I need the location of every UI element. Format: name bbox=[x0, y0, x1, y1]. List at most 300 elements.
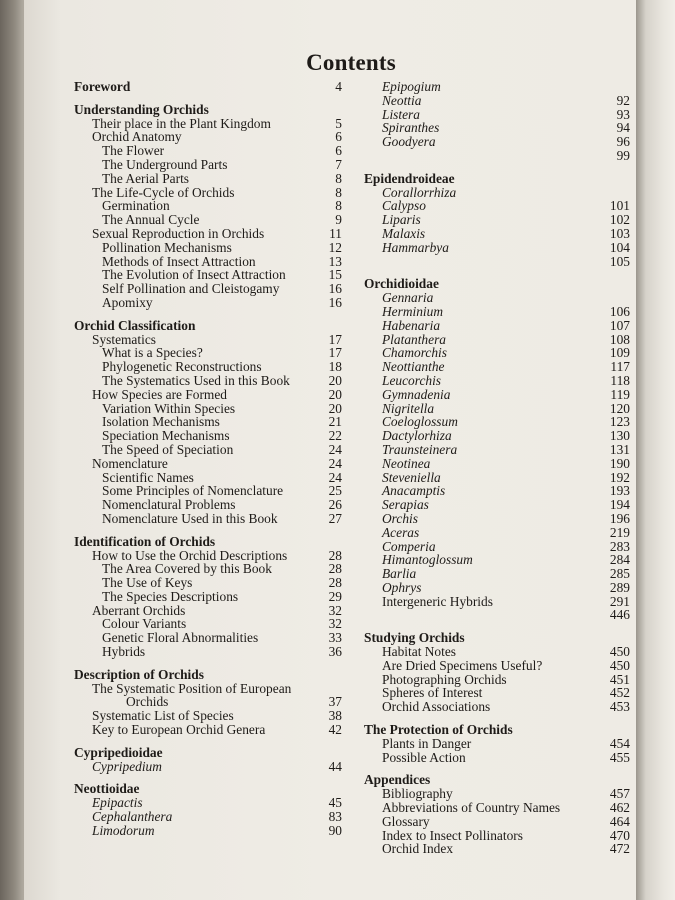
toc-page-number: 102 bbox=[609, 212, 630, 228]
toc-entry bbox=[74, 282, 342, 296]
toc-entry-text: Platanthera bbox=[382, 331, 446, 347]
toc-section bbox=[364, 773, 630, 856]
toc-page-number: 24 bbox=[328, 455, 342, 471]
toc-entry bbox=[74, 576, 342, 590]
toc-entry bbox=[364, 213, 630, 227]
toc-entry-text: Orchis bbox=[382, 510, 418, 526]
toc-entry bbox=[74, 172, 342, 186]
toc-heading-text: Identification of Orchids bbox=[74, 533, 216, 549]
toc-page-number: 21 bbox=[328, 414, 342, 430]
toc-entry-text: Gennaria bbox=[382, 290, 434, 306]
toc-page-number: 196 bbox=[609, 510, 630, 526]
toc-entry-text: Serapias bbox=[382, 497, 429, 513]
toc-entry-text: Herminium bbox=[382, 303, 443, 319]
toc-page-number: 4 bbox=[335, 79, 342, 94]
toc-entry bbox=[364, 94, 630, 108]
toc-entry-text: Epipactis bbox=[92, 795, 143, 811]
toc-entry-text: Habenaria bbox=[382, 317, 441, 333]
toc-entry bbox=[74, 333, 342, 347]
toc-entry bbox=[364, 121, 630, 135]
toc-entry bbox=[74, 709, 342, 723]
toc-entry bbox=[74, 810, 342, 824]
toc-entry-text: Index to Insect Pollinators bbox=[382, 827, 523, 843]
toc-entry-text: The Systematics Used in this Book bbox=[102, 372, 290, 388]
toc-page-number: 462 bbox=[609, 800, 630, 816]
toc-entry bbox=[74, 682, 342, 696]
toc-heading-text: The Protection of Orchids bbox=[364, 722, 513, 738]
toc-entry bbox=[74, 186, 342, 200]
toc-entry bbox=[364, 402, 630, 416]
toc-page-number: 8 bbox=[335, 184, 342, 200]
toc-entry-text: Spiranthes bbox=[382, 120, 440, 136]
toc-entry-text: Orchid Anatomy bbox=[92, 129, 182, 145]
toc-page-number: 192 bbox=[609, 469, 630, 485]
toc-page-number: 33 bbox=[328, 630, 342, 646]
toc-entry bbox=[364, 227, 630, 241]
toc-entry-text: Self Pollination and Cleistogamy bbox=[102, 281, 280, 297]
toc-entry-text: Habitat Notes bbox=[382, 644, 457, 660]
toc-entry-text: Variation Within Species bbox=[102, 400, 236, 416]
toc-page-number: 9 bbox=[335, 212, 342, 228]
toc-entry-text: Some Principles of Nomenclature bbox=[102, 483, 284, 499]
toc-entry bbox=[74, 402, 342, 416]
toc-entry bbox=[364, 241, 630, 255]
toc-heading-text: Studying Orchids bbox=[364, 630, 465, 646]
toc-entry bbox=[74, 471, 342, 485]
toc-entry-text: Plants in Danger bbox=[382, 735, 472, 751]
page-title: Contents bbox=[306, 50, 396, 75]
toc-entry bbox=[364, 457, 630, 471]
toc-entry bbox=[74, 255, 342, 269]
toc-entry-text: Barlia bbox=[382, 566, 417, 582]
toc-section-heading bbox=[74, 319, 342, 333]
toc-entry bbox=[364, 443, 630, 457]
toc-page-number: 190 bbox=[609, 455, 630, 471]
toc-page-number: 8 bbox=[335, 198, 342, 214]
toc-entry-text: Epipogium bbox=[382, 79, 441, 94]
toc-entry bbox=[364, 291, 630, 305]
toc-entry-text: The Aerial Parts bbox=[102, 170, 190, 186]
toc-entry bbox=[364, 645, 630, 659]
contents-right-column bbox=[364, 80, 630, 856]
toc-entry-text: Their place in the Plant Kingdom bbox=[92, 115, 271, 131]
toc-entry-text: Systematics bbox=[92, 331, 156, 347]
toc-entry-text: Genetic Floral Abnormalities bbox=[102, 630, 259, 646]
toc-page-number: 38 bbox=[328, 708, 342, 724]
toc-entry bbox=[364, 255, 630, 269]
toc-page-number: 105 bbox=[609, 253, 630, 269]
toc-entry-text: Systematic List of Species bbox=[92, 708, 234, 724]
toc-page-number: 470 bbox=[609, 827, 630, 843]
toc-entry bbox=[364, 319, 630, 333]
toc-entry bbox=[364, 374, 630, 388]
toc-page-number: 451 bbox=[609, 671, 630, 687]
toc-section-heading bbox=[364, 631, 630, 645]
toc-page-number: 106 bbox=[609, 303, 630, 319]
toc-section bbox=[364, 80, 630, 163]
toc-entry-text: Cephalanthera bbox=[92, 809, 173, 825]
toc-entry bbox=[74, 388, 342, 402]
toc-entry-text: Key to European Orchid Genera bbox=[92, 722, 266, 738]
toc-entry bbox=[74, 824, 342, 838]
toc-entry-text: Ophrys bbox=[382, 579, 422, 595]
toc-entry bbox=[74, 484, 342, 498]
toc-heading-text: Appendices bbox=[364, 772, 431, 788]
toc-section-heading bbox=[364, 277, 630, 291]
toc-entry bbox=[74, 241, 342, 255]
toc-entry bbox=[74, 760, 342, 774]
toc-entry bbox=[364, 498, 630, 512]
toc-entry-text: The Speed of Speciation bbox=[102, 441, 234, 457]
toc-entry-text: Colour Variants bbox=[102, 616, 187, 632]
toc-page-number: 109 bbox=[609, 345, 630, 361]
toc-heading-text: Orchid Classification bbox=[74, 317, 196, 333]
toc-page-number: 92 bbox=[616, 92, 630, 108]
toc-page-number: 22 bbox=[328, 428, 342, 444]
toc-page-number: 5 bbox=[335, 115, 342, 131]
toc-page-number: 32 bbox=[328, 602, 342, 618]
toc-page-number: 291 bbox=[609, 593, 630, 609]
toc-entry bbox=[364, 346, 630, 360]
toc-page-number: 194 bbox=[609, 497, 630, 513]
toc-entry bbox=[74, 457, 342, 471]
toc-section-heading bbox=[364, 172, 630, 186]
toc-entry bbox=[364, 700, 630, 714]
toc-entry-text: Listera bbox=[382, 106, 420, 122]
toc-entry bbox=[364, 333, 630, 347]
toc-entry-text: Nomenclature Used in this Book bbox=[102, 510, 278, 526]
toc-section bbox=[364, 277, 630, 622]
toc-entry-text: Spheres of Interest bbox=[382, 685, 483, 701]
toc-entry bbox=[364, 540, 630, 554]
toc-entry-text: Limodorum bbox=[92, 822, 155, 838]
toc-entry-text: Hammarbya bbox=[382, 239, 449, 255]
toc-page-number: 18 bbox=[328, 359, 342, 375]
toc-entry bbox=[364, 659, 630, 673]
toc-entry-text: The Systematic Position of European bbox=[92, 680, 292, 696]
toc-page-number: 457 bbox=[609, 786, 630, 802]
toc-entry-text: Germination bbox=[102, 198, 170, 214]
toc-page-number: 117 bbox=[610, 359, 630, 375]
toc-entry-text: The Flower bbox=[102, 143, 165, 159]
toc-page-number: 6 bbox=[335, 143, 342, 159]
toc-entry-text: Liparis bbox=[382, 212, 421, 228]
toc-entry bbox=[364, 108, 630, 122]
toc-page-number: 42 bbox=[328, 722, 342, 738]
toc-entry-text: Orchid Associations bbox=[382, 699, 491, 715]
toc-page-number: 193 bbox=[609, 483, 630, 499]
toc-page-number: 219 bbox=[609, 524, 630, 540]
toc-entry bbox=[364, 737, 630, 751]
toc-heading-text: Description of Orchids bbox=[74, 666, 204, 682]
toc-entry bbox=[74, 429, 342, 443]
toc-page-number: 101 bbox=[609, 198, 630, 214]
toc-entry bbox=[74, 117, 342, 131]
toc-entry-text: Malaxis bbox=[382, 225, 426, 241]
toc-page-number: 36 bbox=[328, 644, 342, 660]
toc-page-number: 28 bbox=[328, 547, 342, 563]
toc-entry-text: Neottianthe bbox=[382, 359, 445, 375]
toc-page-number: 11 bbox=[329, 225, 342, 241]
toc-entry bbox=[364, 567, 630, 581]
toc-entry bbox=[364, 484, 630, 498]
toc-entry bbox=[364, 581, 630, 595]
toc-entry bbox=[74, 604, 342, 618]
toc-entry-text: The Species Descriptions bbox=[102, 588, 239, 604]
toc-entry bbox=[364, 801, 630, 815]
toc-entry bbox=[74, 199, 342, 213]
toc-section-heading bbox=[74, 746, 342, 760]
toc-entry-text: Calypso bbox=[382, 198, 426, 214]
toc-page-number: 8 bbox=[335, 170, 342, 186]
toc-page-number: 27 bbox=[328, 510, 342, 526]
toc-entry-text: Phylogenetic Reconstructions bbox=[102, 359, 262, 375]
page-edge bbox=[636, 0, 675, 900]
toc-entry-text: Leucorchis bbox=[382, 372, 442, 388]
toc-page-number: 29 bbox=[328, 588, 342, 604]
toc-section-heading bbox=[74, 103, 342, 117]
toc-entry-text: Abbreviations of Country Names bbox=[382, 800, 561, 816]
toc-entry bbox=[364, 415, 630, 429]
toc-entry-text: Apomixy bbox=[102, 294, 153, 310]
toc-entry-text: Are Dried Specimens Useful? bbox=[382, 657, 543, 673]
toc-page-number: 20 bbox=[328, 386, 342, 402]
toc-page-number: 450 bbox=[609, 657, 630, 673]
toc-entry-text: How to Use the Orchid Descriptions bbox=[92, 547, 288, 563]
toc-entry-text: Nomenclature bbox=[92, 455, 168, 471]
toc-page-number: 96 bbox=[616, 134, 630, 150]
toc-entry bbox=[364, 135, 630, 149]
toc-entry-text: Possible Action bbox=[382, 749, 466, 765]
toc-entry bbox=[364, 815, 630, 829]
toc-entry-text: Isolation Mechanisms bbox=[102, 414, 220, 430]
toc-page-number: 99 bbox=[616, 147, 630, 163]
toc-entry bbox=[364, 388, 630, 402]
toc-entry bbox=[364, 80, 630, 94]
toc-page-number: 284 bbox=[609, 552, 630, 568]
toc-page-number: 472 bbox=[609, 841, 630, 857]
toc-entry bbox=[74, 723, 342, 737]
toc-entry bbox=[74, 562, 342, 576]
toc-entry-text: Orchid Index bbox=[382, 841, 454, 857]
toc-page-number: 283 bbox=[609, 538, 630, 554]
toc-entry-text: Glossary bbox=[382, 813, 430, 829]
toc-entry-text: Bibliography bbox=[382, 786, 453, 802]
toc-page-number: 44 bbox=[328, 758, 342, 774]
toc-section bbox=[74, 782, 342, 837]
toc-page-number: 45 bbox=[328, 795, 342, 811]
toc-entry-text: Methods of Insect Attraction bbox=[102, 253, 256, 269]
toc-entry bbox=[74, 213, 342, 227]
toc-entry-text: The Evolution of Insect Attraction bbox=[102, 267, 286, 283]
toc-entry-text: Hybrids bbox=[102, 644, 146, 660]
toc-entry bbox=[364, 305, 630, 319]
toc-entry bbox=[74, 296, 342, 310]
toc-page-number: 119 bbox=[610, 386, 630, 402]
toc-entry-text: Anacamptis bbox=[382, 483, 446, 499]
toc-page-number: 108 bbox=[609, 331, 630, 347]
toc-entry bbox=[74, 360, 342, 374]
toc-page-number: 37 bbox=[328, 694, 342, 710]
toc-entry-text: Goodyera bbox=[382, 134, 436, 150]
toc-page-number: 20 bbox=[328, 372, 342, 388]
toc-section-heading bbox=[74, 80, 342, 94]
toc-page-number: 464 bbox=[609, 813, 630, 829]
toc-page-number: 94 bbox=[616, 120, 630, 136]
toc-section-heading bbox=[364, 723, 630, 737]
toc-entry-text: How Species are Formed bbox=[92, 386, 227, 402]
toc-entry-text: Chamorchis bbox=[382, 345, 447, 361]
toc-entry bbox=[364, 842, 630, 856]
toc-entry bbox=[74, 227, 342, 241]
toc-section bbox=[74, 746, 342, 774]
toc-page-number: 25 bbox=[328, 483, 342, 499]
toc-entry-text: The Underground Parts bbox=[102, 156, 228, 172]
toc-entry bbox=[364, 429, 630, 443]
toc-page-number: 28 bbox=[328, 575, 342, 591]
toc-page-number: 90 bbox=[328, 822, 342, 838]
toc-page-number: 120 bbox=[609, 400, 630, 416]
toc-section-heading bbox=[364, 773, 630, 787]
toc-entry bbox=[364, 829, 630, 843]
toc-entry-text: Neotinea bbox=[382, 455, 431, 471]
toc-entry bbox=[74, 415, 342, 429]
toc-entry bbox=[364, 595, 630, 609]
toc-entry-text: Coeloglossum bbox=[382, 414, 458, 430]
toc-page-number: 452 bbox=[609, 685, 630, 701]
toc-page-number: 16 bbox=[328, 294, 342, 310]
toc-entry bbox=[74, 158, 342, 172]
toc-entry bbox=[74, 617, 342, 631]
toc-page-number: 16 bbox=[328, 281, 342, 297]
toc-entry-text: The Life-Cycle of Orchids bbox=[92, 184, 235, 200]
toc-section bbox=[74, 668, 342, 737]
toc-entry-text: The Area Covered by this Book bbox=[102, 561, 272, 577]
toc-entry-text: Scientific Names bbox=[102, 469, 194, 485]
toc-entry-text: Pollination Mechanisms bbox=[102, 239, 232, 255]
toc-entry-text: Photographing Orchids bbox=[382, 671, 507, 687]
toc-heading-text: Understanding Orchids bbox=[74, 101, 209, 117]
toc-page-number: 7 bbox=[335, 156, 342, 172]
toc-section bbox=[364, 172, 630, 269]
toc-heading-text: Orchidioidae bbox=[364, 276, 439, 292]
toc-page-number: 453 bbox=[609, 699, 630, 715]
toc-entry bbox=[364, 751, 630, 765]
toc-section-heading bbox=[74, 535, 342, 549]
toc-entry bbox=[74, 796, 342, 810]
contents-left-column bbox=[74, 80, 342, 838]
toc-heading-text: Cypripedioidae bbox=[74, 744, 163, 760]
toc-page-number: 118 bbox=[610, 372, 630, 388]
toc-section-heading bbox=[74, 668, 342, 682]
toc-section bbox=[74, 319, 342, 526]
toc-page-number: 17 bbox=[328, 345, 342, 361]
toc-page-number: 15 bbox=[328, 267, 342, 283]
toc-page-number: 12 bbox=[328, 239, 342, 255]
toc-section bbox=[364, 723, 630, 764]
toc-entry bbox=[364, 787, 630, 801]
toc-entry-text: Orchids bbox=[126, 694, 169, 710]
toc-page-number: 107 bbox=[609, 317, 630, 333]
toc-entry bbox=[74, 144, 342, 158]
toc-entry-text: Comperia bbox=[382, 538, 436, 554]
toc-heading-text: Foreword bbox=[74, 79, 131, 94]
toc-entry-text: Gymnadenia bbox=[382, 386, 451, 402]
toc-page-number: 104 bbox=[609, 239, 630, 255]
toc-entry bbox=[364, 608, 630, 622]
toc-page-number: 285 bbox=[609, 566, 630, 582]
toc-section bbox=[74, 80, 342, 94]
toc-entry bbox=[364, 526, 630, 540]
toc-section bbox=[74, 103, 342, 310]
toc-entry bbox=[364, 149, 630, 163]
book-page bbox=[24, 0, 636, 900]
toc-entry bbox=[74, 268, 342, 282]
toc-page-number: 131 bbox=[609, 441, 630, 457]
toc-page-number: 93 bbox=[616, 106, 630, 122]
toc-entry-text: The Annual Cycle bbox=[102, 212, 200, 228]
toc-entry-text: Himantoglossum bbox=[382, 552, 473, 568]
toc-page-number: 455 bbox=[609, 749, 630, 765]
toc-page-number: 13 bbox=[328, 253, 342, 269]
toc-page-number: 83 bbox=[328, 809, 342, 825]
toc-entry bbox=[74, 631, 342, 645]
toc-entry-text: Dactylorhiza bbox=[382, 428, 452, 444]
toc-entry bbox=[74, 590, 342, 604]
toc-page-number: 24 bbox=[328, 441, 342, 457]
toc-entry-text: Traunsteinera bbox=[382, 441, 458, 457]
toc-entry bbox=[74, 512, 342, 526]
toc-section-heading bbox=[74, 782, 342, 796]
toc-page-number: 26 bbox=[328, 497, 342, 513]
toc-heading-text: Neottioidae bbox=[74, 781, 140, 797]
toc-page-number: 32 bbox=[328, 616, 342, 632]
toc-entry-text: Corallorrhiza bbox=[382, 184, 457, 200]
toc-page-number: 17 bbox=[328, 331, 342, 347]
toc-entry bbox=[74, 549, 342, 563]
toc-entry bbox=[364, 673, 630, 687]
toc-page-number: 123 bbox=[609, 414, 630, 430]
toc-page-number: 24 bbox=[328, 469, 342, 485]
toc-entry-text: Sexual Reproduction in Orchids bbox=[92, 225, 265, 241]
toc-entry-text: Nigritella bbox=[382, 400, 435, 416]
toc-entry bbox=[74, 130, 342, 144]
toc-entry bbox=[364, 512, 630, 526]
toc-page-number: 28 bbox=[328, 561, 342, 577]
toc-entry bbox=[74, 695, 342, 709]
toc-page-number: 446 bbox=[609, 607, 630, 623]
toc-entry-text: Intergeneric Hybrids bbox=[382, 593, 493, 609]
toc-page-number: 103 bbox=[609, 225, 630, 241]
toc-entry bbox=[364, 360, 630, 374]
toc-entry-text: Speciation Mechanisms bbox=[102, 428, 230, 444]
toc-entry-text: The Use of Keys bbox=[102, 575, 193, 591]
toc-page-number: 6 bbox=[335, 129, 342, 145]
toc-entry-text: Aberrant Orchids bbox=[92, 602, 186, 618]
toc-entry bbox=[364, 553, 630, 567]
toc-entry bbox=[74, 346, 342, 360]
toc-entry bbox=[364, 186, 630, 200]
toc-entry-text: Nomenclatural Problems bbox=[102, 497, 236, 513]
toc-entry bbox=[364, 199, 630, 213]
toc-section bbox=[74, 535, 342, 659]
toc-entry-text: Cypripedium bbox=[92, 758, 162, 774]
toc-entry bbox=[74, 498, 342, 512]
book-spine bbox=[0, 0, 24, 900]
toc-page-number: 289 bbox=[609, 579, 630, 595]
toc-page-number: 20 bbox=[328, 400, 342, 416]
toc-entry bbox=[74, 443, 342, 457]
